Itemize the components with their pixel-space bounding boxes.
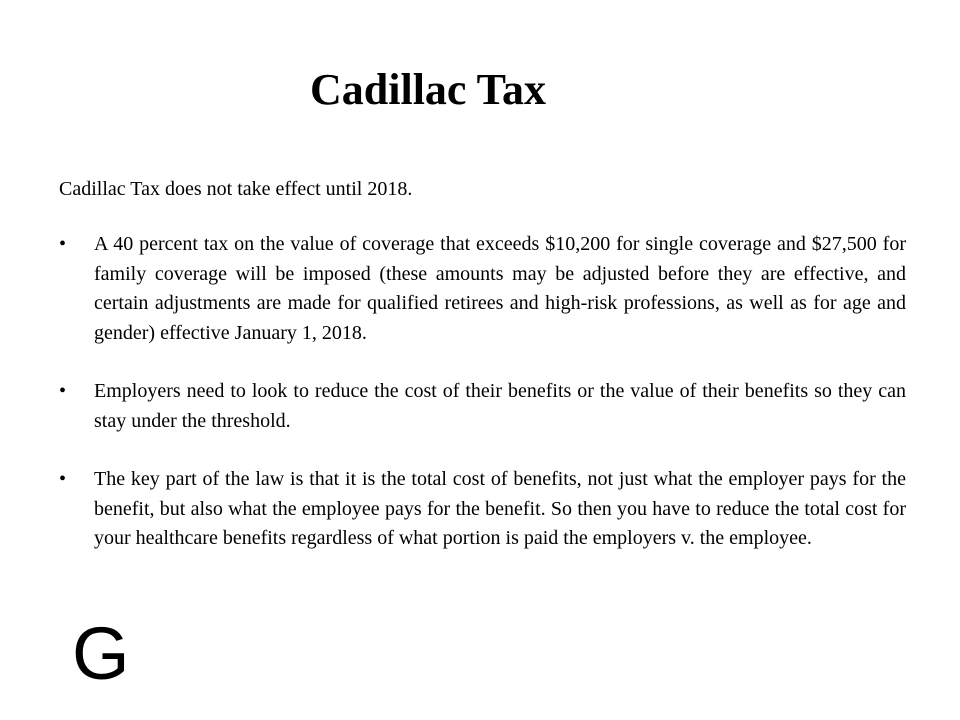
bullet-item bbox=[59, 377, 906, 436]
slide-title: Cadillac Tax bbox=[310, 65, 546, 114]
bullet-item bbox=[59, 465, 906, 554]
logo-letter: G bbox=[72, 612, 130, 695]
bullet-text: The key part of the law is that it is the total cost of benefits, not just what the employer pays for the benefit, but also what the employee pays for the benefit. So then you have to reduce the total cost for your healthcare benefits regardless of what portion is paid the employers v. the employee. bbox=[94, 468, 906, 549]
bullet-list bbox=[59, 230, 906, 583]
bullet-point-icon: • bbox=[59, 380, 67, 402]
bullet-item bbox=[59, 230, 906, 348]
bullet-text: A 40 percent tax on the value of coverage that exceeds $10,200 for single coverage and $27,500 for family coverage will be imposed (these amounts may be adjusted before they are effective, and certain adjustments are made for qualified retirees and high-risk professions, as well as for age and gender) effective January 1, 2018. bbox=[94, 233, 906, 344]
bullet-text: Employers need to look to reduce the cost of their benefits or the value of their benefits so they can stay under the threshold. bbox=[94, 380, 906, 432]
bullet-point-icon: • bbox=[59, 233, 67, 255]
intro-text: Cadillac Tax does not take effect until 2018. bbox=[59, 178, 413, 200]
bullet-point-icon: • bbox=[59, 468, 67, 490]
